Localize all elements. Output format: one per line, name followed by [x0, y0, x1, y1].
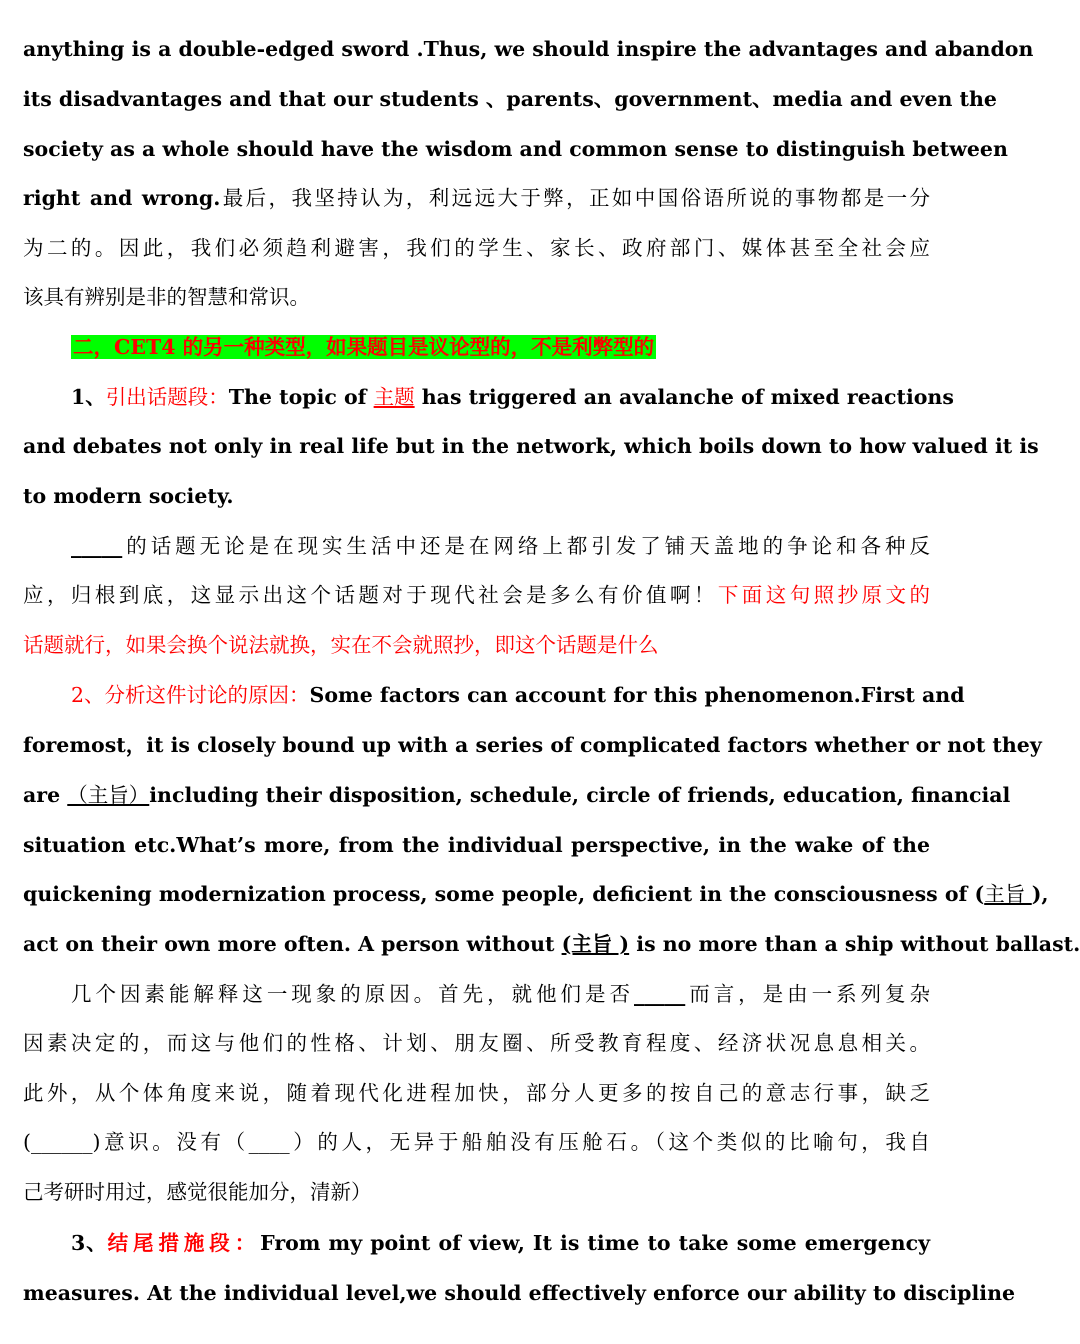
section-3-intro-line — [71, 1223, 930, 1263]
paragraph-line: 为二的。因此，我们必须趋利避害，我们的学生、家长、政府部门、媒体甚至全社会应 — [23, 236, 930, 260]
paragraph-line — [71, 526, 930, 566]
paragraph-line: (______)意识。没有（____）的人，无异于船舶没有压舱石。（这个类似的比喻句，我自 — [23, 1130, 930, 1154]
item-number: 3、 — [71, 1231, 108, 1255]
text-run: right and wrong. — [23, 186, 221, 210]
paragraph-line: measures. At the individual level,we should effectively enforce our ability to discipline — [23, 1281, 1016, 1305]
fill-blank: _____ — [71, 534, 123, 558]
text-run: is no more than a ship without ballast. — [629, 932, 1080, 956]
theme-placeholder: (主旨 ) — [561, 932, 630, 956]
paragraph-line: 因素决定的，而这与他们的性格、计划、朋友圈、所受教育程度、经济状况息息相关。 — [23, 1031, 930, 1055]
paragraph-line — [23, 178, 930, 218]
paragraph-line: 该具有辨别是非的智慧和常识。 — [23, 285, 310, 309]
paragraph-line — [71, 974, 930, 1014]
paragraph-line: foremost，it is closely bound up with a series of complicated factors whether or not they — [23, 733, 1042, 757]
paragraph-line: its disadvantages and that our students 、parents、government、media and even the — [23, 87, 997, 111]
paragraph-line: anything is a double-edged sword .Thus, we should inspire the advantages and abandon — [23, 37, 1034, 61]
text-run: 几个因素能解释这一现象的原因。首先，就他们是否 — [71, 982, 634, 1006]
text-run: 应，归根到底，这显示出这个话题对于现代社会是多么有价值啊！ — [23, 583, 718, 607]
text-run: 而言，是由一系列复杂 — [685, 982, 931, 1006]
paragraph-line — [23, 874, 1049, 914]
theme-placeholder: 主旨 — [984, 882, 1032, 906]
text-run: 的话题无论是在现实生活中还是在网络上都引发了铺天盖地的争论和各种反 — [122, 534, 930, 558]
text-run: From my point of view, It is time to take some emergency — [260, 1231, 930, 1255]
topic-placeholder: 主题 — [373, 385, 415, 409]
paragraph-line: society as a whole should have the wisdom and common sense to distinguish between — [23, 137, 1008, 161]
item-label: 引出话题段： — [105, 385, 229, 409]
highlighted-heading: 二，CET4 的另一种类型，如果题目是议论型的，不是利弊型的 — [73, 335, 655, 359]
text-run: The topic of — [228, 385, 374, 409]
fill-blank: _____ — [633, 982, 686, 1006]
paragraph-line — [23, 924, 1080, 964]
red-note: 下面这句照抄原文的 — [717, 583, 931, 607]
section-2-intro-line — [71, 675, 965, 715]
text-run: act on their own more often. A person without — [23, 932, 562, 956]
item-label: 结尾措施段： — [107, 1231, 261, 1255]
section-1-intro-line — [71, 377, 954, 417]
text-run: ), — [1031, 882, 1049, 906]
theme-placeholder: （主旨） — [67, 783, 150, 807]
paragraph-line: 此外，从个体角度来说，随着现代化进程加快，部分人更多的按自己的意志行事，缺乏 — [23, 1081, 930, 1105]
paragraph-line: to modern society. — [23, 484, 234, 508]
text-run: has triggered an avalanche of mixed reactions — [414, 385, 954, 409]
section-heading — [71, 327, 656, 367]
text-run: 最后，我坚持认为，利远远大于弊，正如中国俗语所说的事物都是一分 — [220, 186, 930, 210]
paragraph-line — [23, 575, 930, 615]
text-run: are — [23, 783, 68, 807]
paragraph-line: 己考研时用过，感觉很能加分，清新） — [23, 1180, 372, 1204]
item-number: 1、 — [71, 385, 106, 409]
text-run: Some factors can account for this phenomenon.First and — [309, 683, 965, 707]
paragraph-line: situation etc.What’s more, from the individual perspective, in the wake of the — [23, 833, 930, 857]
item-label: 2、分析这件讨论的原因： — [71, 683, 310, 707]
paragraph-line — [23, 775, 1011, 815]
text-run: quickening modernization process, some people, deficient in the consciousness of ( — [23, 882, 985, 906]
red-note-line: 话题就行，如果会换个说法就换，实在不会就照抄，即这个话题是什么 — [23, 633, 659, 657]
text-run: including their disposition, schedule, circle of friends, education, financial — [149, 783, 1011, 807]
paragraph-line: and debates not only in real life but in the network, which boils down to how valued it is — [23, 434, 1039, 458]
